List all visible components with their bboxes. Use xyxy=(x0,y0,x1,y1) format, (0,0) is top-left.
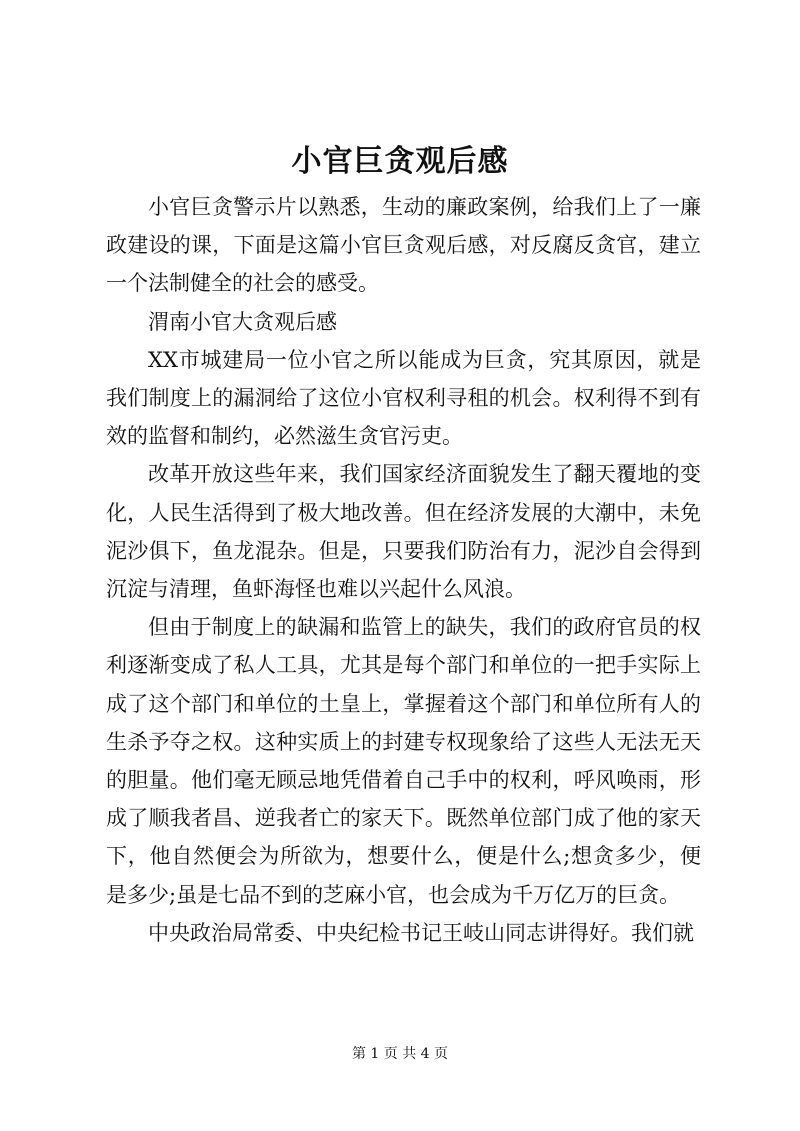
paragraph: 但由于制度上的缺漏和监管上的缺失，我们的政府官员的权利逐渐变成了私人工具，尤其是每个部门和单位的一把手实际上成了这个部门和单位的土皇上，掌握着这个部门和单位所有人的生杀予夺之权。这种实质上的封建专权现象给了这些人无法无天的胆量。他们毫无顾忌地凭借着自己手中的权利，呼风唤雨，形成了顺我者昌、逆我者亡的家天下。既然单位部门成了他的家天下，他自然便会为所欲为，想要什么，便是什么;想贪多少，便是多少;虽是七品不到的芝麻小官，也会成为千万亿万的巨贪。 xyxy=(106,615,701,907)
paragraph: XX市城建局一位小官之所以能成为巨贪，究其原因，就是我们制度上的漏洞给了这位小官权利寻租的机会。权利得不到有效的监督和制约，必然滋生贪官污吏。 xyxy=(106,347,701,449)
document-body xyxy=(106,188,701,952)
paragraph: 渭南小官大贪观后感 xyxy=(148,309,337,334)
paragraph: 小官巨贪警示片以熟悉，生动的廉政案例，给我们上了一廉政建设的课，下面是这篇小官巨贪观后感，对反腐反贪官，建立一个法制健全的社会的感受。 xyxy=(106,195,701,296)
paragraph: 中央政治局常委、中央纪检书记王岐山同志讲得好。我们就 xyxy=(148,920,694,945)
document-title: 小官巨贪观后感 xyxy=(291,144,509,179)
paragraph: 改革开放这些年来，我们国家经济面貌发生了翻天覆地的变化，人民生活得到了极大地改善。但在经济发展的大潮中，未免泥沙俱下，鱼龙混杂。但是，只要我们防治有力，泥沙自会得到沉淀与清理，鱼虾海怪也难以兴起什么风浪。 xyxy=(106,462,701,602)
page-footer: 第 1 页 共 4 页 xyxy=(351,1046,449,1062)
